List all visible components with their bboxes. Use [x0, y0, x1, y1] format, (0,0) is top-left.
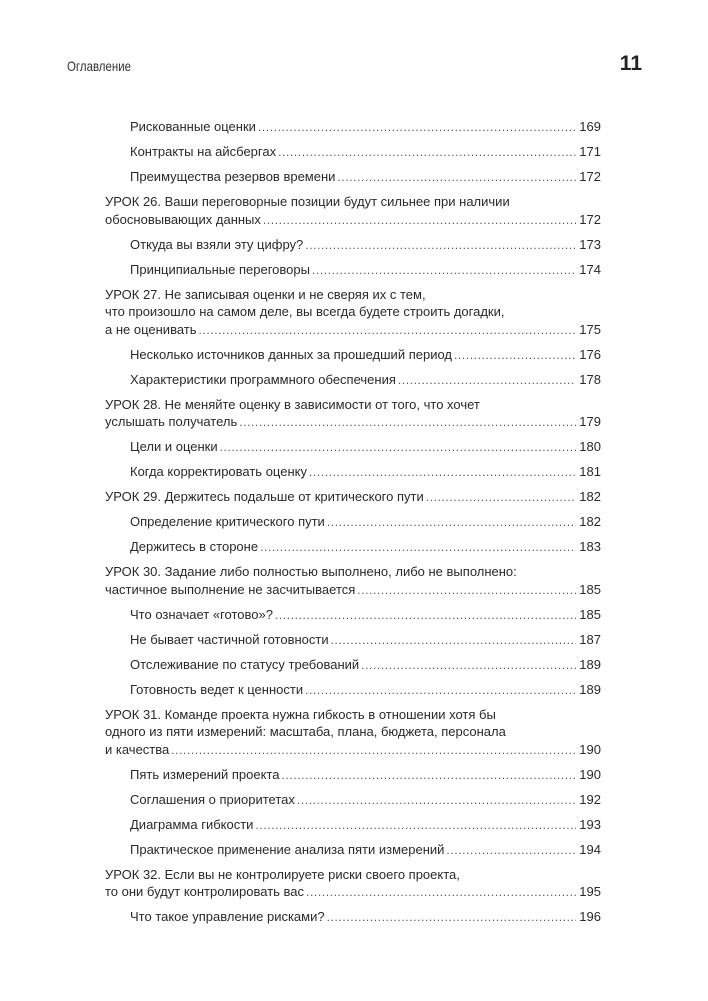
toc-entry-title: Отслеживание по статусу требований: [130, 656, 360, 672]
dot-leader: [454, 347, 576, 365]
dot-leader: [327, 514, 576, 532]
toc-entry-line: [130, 631, 601, 650]
toc-lesson-entry[interactable]: [105, 396, 601, 432]
toc-entry-title: УРОК 27. Не записывая оценки и не сверяя их с тем,: [105, 286, 426, 302]
toc-page-number: 178: [579, 371, 601, 387]
dot-leader: [278, 144, 576, 162]
toc-entry-title: УРОК 30. Задание либо полностью выполнено, либо не выполнено:: [105, 564, 517, 579]
toc-subsection-entry[interactable]: [105, 816, 601, 835]
toc-entry-line: [105, 413, 601, 432]
toc-entry-title: и качества: [105, 741, 170, 757]
toc-page-number: 174: [579, 261, 601, 277]
toc-page-number: 187: [579, 631, 601, 647]
toc-subsection-entry[interactable]: [105, 681, 601, 700]
toc-entry-line: [130, 816, 601, 835]
toc-page-number: 172: [579, 211, 601, 227]
toc-subsection-entry[interactable]: [105, 513, 601, 532]
toc-subsection-entry[interactable]: [105, 538, 601, 557]
toc-entry-title: Диаграмма гибкости: [130, 816, 254, 832]
toc-entry-title: что произошло на самом деле, вы всегда будете строить догадки,: [105, 304, 505, 319]
toc-page-number: 176: [579, 346, 601, 362]
toc-page-number: 175: [579, 321, 601, 337]
toc-entry-line: [130, 438, 601, 457]
toc-subsection-entry[interactable]: [105, 791, 601, 810]
toc-entry-title: частичное выполнение не засчитывается: [105, 581, 356, 597]
toc-lesson-entry[interactable]: [105, 193, 601, 229]
toc-lesson-entry[interactable]: [105, 706, 601, 760]
toc-entry-title: Откуда вы взяли эту цифру?: [130, 236, 304, 252]
toc-entry-title: услышать получатель: [105, 414, 238, 429]
toc-entry-line: [105, 563, 601, 581]
toc-page-number: 189: [579, 656, 601, 672]
toc-page-number: 171: [579, 144, 601, 159]
toc-entry-title: то они будут контролировать вас: [105, 884, 305, 899]
toc-entry-title: одного из пяти измерений: масштаба, плана, бюджета, персонала: [105, 724, 506, 739]
dot-leader: [171, 742, 576, 760]
toc-entry-line: [105, 741, 601, 760]
toc-entry-line: [130, 841, 601, 860]
toc-page-number: 185: [579, 581, 601, 597]
toc-page-number: 182: [579, 489, 601, 504]
dot-leader: [327, 909, 577, 927]
toc-entry-title: обосновывающих данных: [105, 211, 261, 227]
toc-subsection-entry[interactable]: [105, 463, 601, 482]
toc-subsection-entry[interactable]: [105, 631, 601, 650]
toc-entry-title: Рискованные оценки: [130, 119, 256, 134]
toc-entry-line: [130, 908, 601, 927]
toc-entry-title: Держитесь в стороне: [130, 539, 259, 554]
dot-leader: [282, 767, 577, 785]
toc-entry-title: Пять измерений проекта: [130, 766, 280, 782]
toc-subsection-entry[interactable]: [105, 908, 601, 927]
toc-entry-line: [105, 706, 601, 724]
dot-leader: [312, 262, 576, 280]
toc-page-number: 196: [579, 909, 601, 924]
toc-entry-title: Что такое управление рисками?: [130, 909, 325, 924]
toc-page-number: 183: [579, 539, 601, 554]
toc-subsection-entry[interactable]: [105, 236, 601, 255]
toc-page-number: 192: [579, 791, 601, 807]
dot-leader: [258, 119, 576, 137]
table-of-contents: [105, 118, 601, 933]
toc-entry-title: Контракты на айсбергах: [130, 144, 277, 159]
toc-entry-title: УРОК 32. Если вы не контролируете риски своего проекта,: [105, 866, 460, 882]
toc-entry-line: [130, 261, 601, 280]
toc-page-number: 172: [579, 169, 601, 184]
toc-page-number: 181: [579, 464, 601, 479]
toc-entry-line: [130, 463, 601, 482]
toc-subsection-entry[interactable]: [105, 346, 601, 365]
toc-entry-line: [130, 791, 601, 810]
dot-leader: [357, 582, 576, 600]
toc-lesson-entry[interactable]: [105, 866, 601, 902]
toc-subsection-entry[interactable]: [105, 371, 601, 390]
toc-entry-line: [105, 286, 601, 304]
toc-entry-line: [105, 581, 601, 600]
toc-page-number: 179: [579, 414, 601, 429]
toc-entry-line: [130, 538, 601, 557]
toc-subsection-entry[interactable]: [105, 261, 601, 280]
dot-leader: [275, 607, 576, 625]
dot-leader: [361, 657, 576, 675]
dot-leader: [426, 489, 577, 507]
toc-entry-line: [130, 656, 601, 675]
dot-leader: [398, 372, 576, 390]
dot-leader: [446, 842, 576, 860]
toc-lesson-entry[interactable]: [105, 488, 601, 507]
toc-subsection-entry[interactable]: [105, 766, 601, 785]
toc-entry-line: [130, 236, 601, 255]
toc-entry-line: [105, 883, 601, 902]
toc-entry-title: Соглашения о приоритетах: [130, 791, 295, 807]
dot-leader: [297, 792, 576, 810]
dot-leader: [220, 439, 577, 457]
toc-entry-line: [105, 723, 601, 741]
toc-entry-line: [130, 118, 601, 137]
toc-page-number: 189: [579, 681, 601, 697]
toc-entry-title: УРОК 29. Держитесь подальше от критического пути: [105, 489, 424, 504]
toc-page-number: 190: [579, 741, 601, 757]
toc-entry-title: Цели и оценки: [130, 439, 218, 454]
toc-page-number: 195: [579, 884, 601, 899]
toc-entry-title: УРОК 31. Команде проекта нужна гибкость в отношении хотя бы: [105, 706, 496, 722]
dot-leader: [305, 237, 576, 255]
dot-leader: [239, 414, 576, 432]
toc-entry-line: [130, 168, 601, 187]
dot-leader: [337, 169, 576, 187]
toc-entry-title: а не оценивать: [105, 321, 197, 337]
toc-lesson-entry[interactable]: [105, 563, 601, 599]
toc-entry-title: Практическое применение анализа пяти измерений: [130, 841, 445, 857]
toc-subsection-entry[interactable]: [105, 841, 601, 860]
dot-leader: [306, 884, 576, 902]
toc-page-number: 169: [579, 119, 601, 134]
toc-subsection-entry[interactable]: [105, 606, 601, 625]
toc-entry-line: [130, 513, 601, 532]
toc-entry-title: Принципиальные переговоры: [130, 261, 310, 277]
toc-entry-line: [130, 606, 601, 625]
toc-entry-title: Что означает «готово»?: [130, 606, 273, 622]
toc-page-number: 180: [579, 439, 601, 454]
toc-entry-line: [130, 681, 601, 700]
toc-page-number: 173: [579, 236, 601, 252]
toc-entry-line: [130, 766, 601, 785]
page-number: 11: [619, 52, 642, 75]
toc-entry-title: Преимущества резервов времени: [130, 169, 336, 184]
toc-entry-line: [105, 211, 601, 230]
toc-subsection-entry[interactable]: [105, 118, 601, 137]
toc-subsection-entry[interactable]: [105, 438, 601, 457]
toc-entry-line: [105, 488, 601, 507]
toc-subsection-entry[interactable]: [105, 143, 601, 162]
toc-page-number: 182: [579, 514, 601, 529]
dot-leader: [255, 817, 576, 835]
toc-entry-line: [105, 866, 601, 884]
toc-subsection-entry[interactable]: [105, 656, 601, 675]
dot-leader: [199, 322, 577, 340]
toc-entry-line: [130, 346, 601, 365]
toc-entry-title: Когда корректировать оценку: [130, 464, 307, 479]
toc-page-number: 194: [579, 841, 601, 857]
dot-leader: [305, 682, 576, 700]
dot-leader: [309, 464, 576, 482]
toc-page-number: 193: [579, 816, 601, 832]
toc-entry-title: Несколько источников данных за прошедший период: [130, 346, 452, 362]
toc-subsection-entry[interactable]: [105, 168, 601, 187]
toc-entry-line: [105, 321, 601, 340]
dot-leader: [331, 632, 577, 650]
toc-entry-title: Не бывает частичной готовности: [130, 631, 329, 647]
toc-lesson-entry[interactable]: [105, 286, 601, 340]
toc-entry-line: [105, 396, 601, 414]
toc-page-number: 190: [579, 766, 601, 782]
running-header: Оглавление: [67, 58, 132, 74]
toc-entry-line: [130, 371, 601, 390]
dot-leader: [263, 212, 576, 230]
toc-entry-title: УРОК 26. Ваши переговорные позиции будут сильнее при наличии: [105, 194, 510, 209]
toc-entry-line: [130, 143, 601, 162]
dot-leader: [260, 539, 576, 557]
toc-entry-line: [105, 303, 601, 321]
toc-entry-title: Определение критического пути: [130, 514, 325, 529]
toc-entry-title: Готовность ведет к ценности: [130, 681, 304, 697]
toc-page-number: 185: [579, 606, 601, 622]
toc-entry-title: УРОК 28. Не меняйте оценку в зависимости от того, что хочет: [105, 396, 480, 412]
toc-entry-title: Характеристики программного обеспечения: [130, 371, 396, 387]
toc-entry-line: [105, 193, 601, 211]
